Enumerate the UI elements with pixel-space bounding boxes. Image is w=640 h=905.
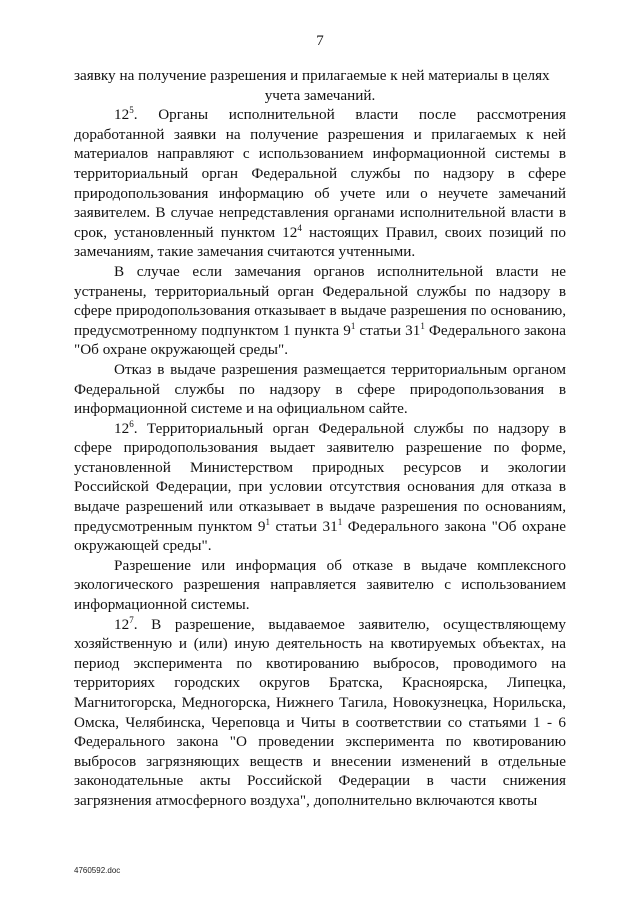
document-filename: 4760592.doc [74,866,121,875]
clause-number: 12 [114,615,130,633]
paragraph-text: статьи 31 [269,517,338,535]
paragraph-text: . Органы исполнительной власти после рассмотрения доработанной заявки на получение разрешения и прилагаемых к ней материалов направляют с использованием информационной системы в территориальный орган Федеральной службы по надзору в сфере природопользования информацию об учете или о неучете замечаний заявителем. В случае непредставления органами исполнительной власти в срок, установленный пунктом 12 [74,106,566,241]
paragraph-text: Отказ в выдаче разрешения размещается территориальным органом Федеральной службы по надзору в сфере природопользования в информационной системе и на официальном сайте. [74,360,566,418]
paragraph-text: Федерального закона "Об охране окружающей среды". [74,321,566,359]
paragraph-12-5 [74,105,566,262]
paragraph-text: настоящих Правил, своих позиций по замечаниям, такие замечания считаются учтенными. [74,223,567,261]
clause-superscript: 7 [129,614,134,625]
page-number: 7 [316,33,324,49]
paragraph-text: В случае если замечания органов исполнительной власти не устранены, территориальный орган Федеральной службы по надзору в сфере природопользования отказывает в выдаче разрешения по основанию, предусмотренному подпунктом 1 пункта 9 [74,262,566,339]
paragraph-text: статьи 31 [355,321,421,339]
reference-superscript: 1 [337,516,343,527]
reference-superscript: 4 [297,222,302,233]
clause-superscript: 6 [129,418,134,429]
paragraph-12-7 [74,615,566,811]
paragraph-12-6 [74,419,566,556]
reference-superscript: 1 [265,516,270,527]
paragraph-permit-sent [74,556,566,615]
paragraph-text: Федерального закона "Об охране окружающей среды". [74,517,566,555]
paragraph-text: заявку на получение разрешения и прилагаемые к ней материалы в целях [74,67,550,84]
reference-superscript: 1 [350,320,356,331]
clause-superscript: 5 [129,105,134,116]
paragraph-continuation [74,66,566,105]
clause-number: 12 [114,106,130,124]
paragraph-remarks-not-fixed [74,262,566,360]
paragraph-text: . В разрешение, выдаваемое заявителю, осуществляющему хозяйственную и (или) иную деятельность на квотируемых объектах, на период эксперимента по квотированию выбросов, проводимого на территориях городских округов Братска, Красноярска, Липецка, Магнитогорска, Медногорска, Нижнего Тагила, Новокузнецка, Норильска, Омска, Челябинска, Череповца и Читы в соответствии со статьями 1 - 6 Федерального закона "О проведении эксперимента по квотированию выбросов загрязняющих веществ и внесении изменений в отдельные законодательные акты Российской Федерации в части снижения загрязнения атмосферного воздуха", дополнительно включаются квоты [74,615,566,809]
paragraph-text: Разрешение или информация об отказе в выдаче комплексного экологического разрешения направляется заявителю с использованием информационной системы. [74,556,566,614]
paragraph-refusal-published [74,360,566,419]
paragraph-text: . Территориальный орган Федеральной службы по надзору в сфере природопользования выдает заявителю разрешение по форме, установленной Министерством природных ресурсов и экологии Российской Федерации, при условии отсутствия основания для отказа в выдаче разрешений или отказывает в выдаче разрешения по основаниям, предусмотренным пунктом 9 [74,419,566,535]
reference-superscript: 1 [420,320,425,331]
paragraph-text-end: учета замечаний. [264,86,376,104]
document-body [74,66,566,811]
clause-number: 12 [114,419,130,437]
